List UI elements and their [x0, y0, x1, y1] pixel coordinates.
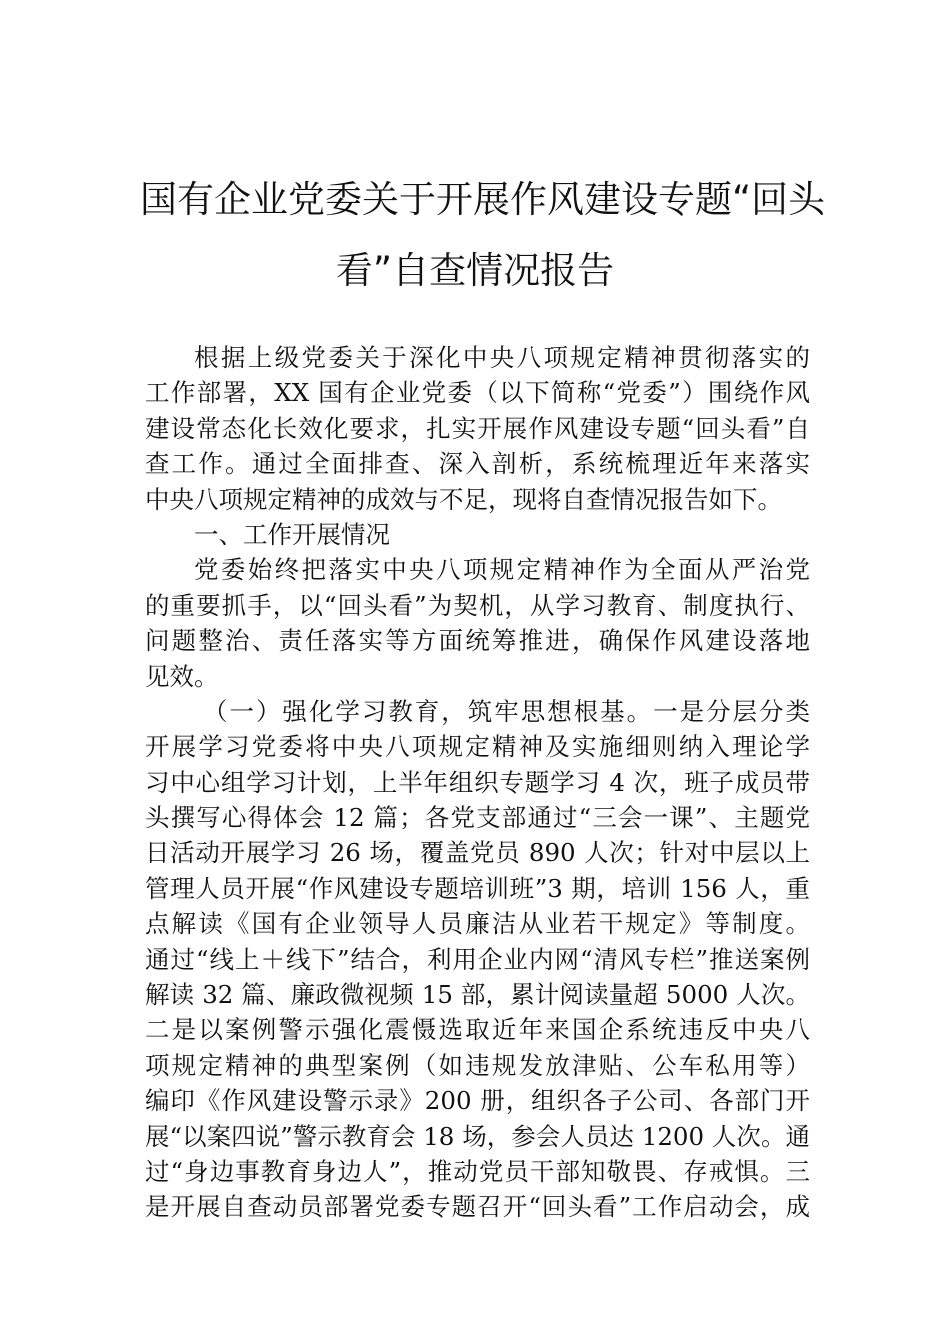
body-line: 通过“线上＋线下”结合，利用企业内网“清风专栏”推送案例 [145, 944, 810, 974]
body-line: 的重要抓手，以“回头看”为契机，从学习教育、制度执行、 [145, 590, 810, 620]
document-title-line-2: 看”自查情况报告 [335, 249, 615, 292]
document-title-line-1: 国有企业党委关于开展作风建设专题“回头 [140, 178, 826, 221]
body-line: 工作部署，XX 国有企业党委（以下简称“党委”）围绕作风 [145, 378, 810, 408]
body-line: 解读 32 篇、廉政微视频 15 部，累计阅读量超 5000 人次。 [145, 980, 810, 1010]
body-line: 日活动开展学习 26 场，覆盖党员 890 人次；针对中层以上 [145, 838, 810, 868]
body-line: 项规定精神的典型案例（如违规发放津贴、公车私用等） [145, 1050, 810, 1080]
body-line: 点解读《国有企业领导人员廉洁从业若干规定》等制度。 [145, 909, 810, 939]
document-body [145, 340, 810, 1225]
body-line: 问题整治、责任落实等方面统筹推进，确保作风建设落地 [145, 626, 810, 656]
body-line: 习中心组学习计划，上半年组织专题学习 4 次，班子成员带 [145, 767, 810, 797]
body-line: 二是以案例警示强化震慑选取近年来国企系统违反中央八 [145, 1015, 810, 1045]
body-line: 管理人员开展“作风建设专题培训班”3 期，培训 156 人，重 [145, 873, 810, 903]
subsection-line: （一）强化学习教育，筑牢思想根基。一是分层分类 [203, 696, 810, 726]
body-line: 查工作。通过全面排查、深入剖析，系统梳理近年来落实 [145, 449, 810, 479]
body-line: 编印《作风建设警示录》200 册，组织各子公司、各部门开 [145, 1086, 810, 1116]
body-line: 开展学习党委将中央八项规定精神及实施细则纳入理论学 [145, 732, 810, 762]
body-line: 展“以案四说”警示教育会 18 场，参会人员达 1200 人次。通 [145, 1121, 810, 1151]
body-line: 建设常态化长效化要求，扎实开展作风建设专题“回头看”自 [145, 413, 810, 443]
section-heading: 一、工作开展情况 [194, 519, 390, 549]
body-line: 过“身边事教育身边人”，推动党员干部知敬畏、存戒惧。三 [145, 1156, 810, 1186]
body-line: 见效。 [145, 661, 219, 691]
body-line: 头撰写心得体会 12 篇；各党支部通过“三会一课”、主题党 [145, 803, 810, 833]
body-line: 根据上级党委关于深化中央八项规定精神贯彻落实的 [194, 343, 810, 372]
body-line: 是开展自查动员部署党委专题召开“回头看”工作启动会，成 [145, 1192, 810, 1222]
body-line: 中央八项规定精神的成效与不足，现将自查情况报告如下。 [145, 484, 782, 514]
body-line: 党委始终把落实中央八项规定精神作为全面从严治党 [194, 555, 810, 585]
